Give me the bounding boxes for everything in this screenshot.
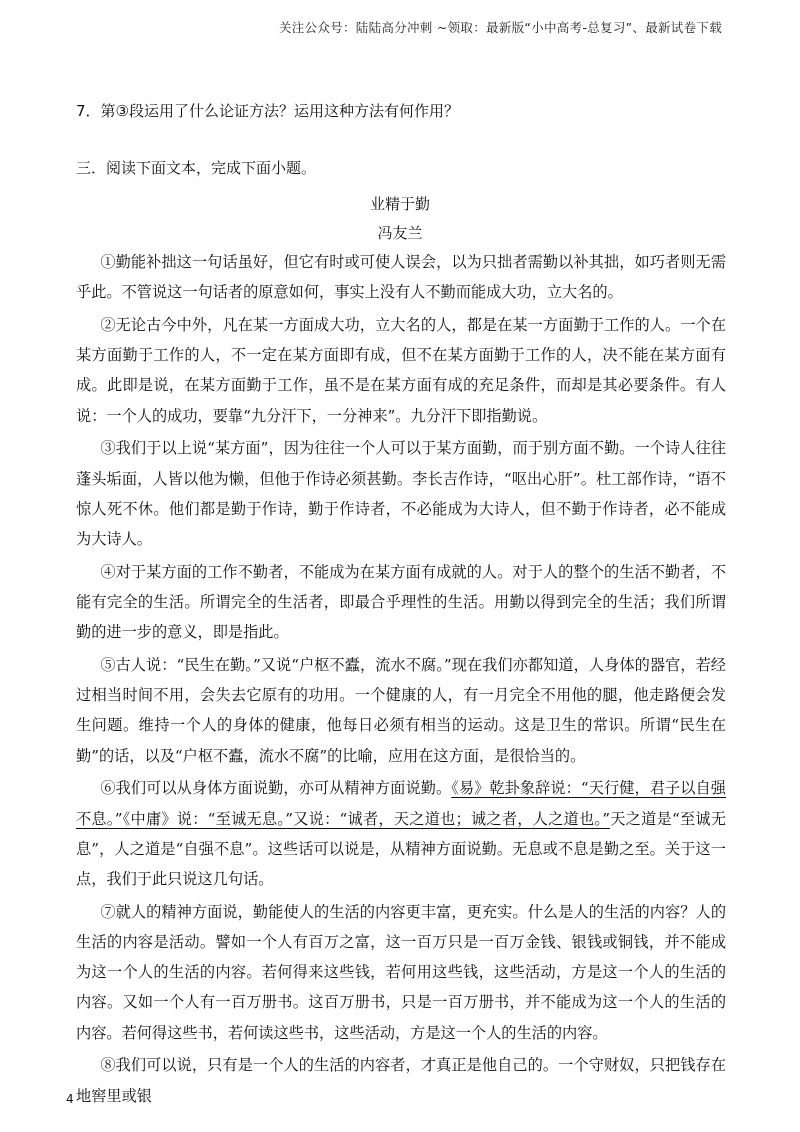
paragraph-6-intro: ⑥我们可以从身体方面说勤，亦可从精神方面说勤。 xyxy=(100,779,452,798)
article-title: 业精于勤 xyxy=(369,195,430,213)
paragraph-1: ①勤能补拙这一句话虽好，但它有时或可使人误会，以为只拙者需勤以补其拙，如巧者则无需乎此。不管说这一句话者的原意如何，事实上没有人不勤而能成大功，立大名的。 xyxy=(76,253,726,302)
page-number: 4 xyxy=(66,1092,74,1106)
paragraph-4: ④对于某方面的工作不勤者，不能成为在某方面有成就的人。对于人的整个的生活不勤者，不能有完全的生活。所谓完全的生活者，即最合乎理性的生活。用勤以得到完全的生活；我们所谓勤的进一步的意义，即是指此。 xyxy=(76,562,726,642)
paragraph-8: ⑧我们可以说，只有是一个人的生活的内容者，才真正是他自己的。一个守财奴，只把钱存在地窖里或银 xyxy=(76,1056,726,1105)
paragraph-7: ⑦就人的精神方面说，勤能使人的生活的内容更丰富，更充实。什么是人的生活的内容？人的生活的内容是活动。譬如一个人有百万之富，这一百万只是一百万金钱、银钱或铜钱，并不能成为这一个人的生活的内容。若何得来这些钱，若何用这些钱，这些活动，方是这一个人的生活的内容。又如一个人有一百万册书。这百万册书，只是一百万册书，并不能成为这一个人的生活的内容。若何得这些书，若何读这些书，这些活动，方是这一个人的生活的内容。 xyxy=(76,902,726,1042)
underlined-quote: 《易》乾卦象辞说：“天行健，君子以自强不息。”《中庸》说：“至诚无息。”又说：“诚者，天之道也；诚之者，人之道也。” xyxy=(76,779,726,828)
paragraph-3: ③我们于以上说“某方面”，因为往往一个人可以于某方面勤，而于别方面不勤。一个诗人往往蓬头垢面，人皆以他为懒，但他于作诗必须甚勤。李长吉作诗，“呕出心肝”。杜工部作诗，“语不惊人死不休。他们都是勤于作诗，勤于作诗者，不必能成为大诗人，但不勤于作诗者，必不能成为大诗人。 xyxy=(76,439,726,549)
section-heading: 三．阅读下面文本，完成下面小题。 xyxy=(76,159,317,177)
paragraph-5: ⑤古人说：“民生在勤。”又说“户枢不蠹，流水不腐。”现在我们亦都知道，人身体的器官，若经过相当时间不用，会失去它原有的功用。一个健康的人，有一月完全不用他的腿，他走路便会发生问题。维持一个人的身体的健康，他每日必须有相当的运动。这是卫生的常识。所谓“民生在勤”的话，以及“户枢不蠹，流水不腐”的比喻，应用在这方面，是很恰当的。 xyxy=(76,656,726,765)
article-author: 冯友兰 xyxy=(377,224,423,242)
paragraph-2: ②无论古今中外，凡在某一方面成大功，立大名的人，都是在某一方面勤于工作的人。一个在某方面勤于工作的人，不一定在某方面即有成，但不在某方面勤于工作的人，决不能在某方面有成。此即是说，在某方面勤于工作，虽不是在某方面有成的充足条件，而却是其必要条件。有人说：一个人的成功，要靠“九分汗下，一分神来”。九分汗下即指勤说。 xyxy=(76,316,726,425)
paragraph-6-rest: 天之道是“至诚无息”，人之道是“自强不息”。这些话可以说是，从精神方面说勤。无息或不息是勤之至。关于这一点，我们于此只说这几句话。 xyxy=(76,809,727,889)
article-body xyxy=(76,247,726,1113)
question-7: 7．第③段运用了什么论证方法？运用这种方法有何作用？ xyxy=(76,102,459,120)
page-header: 关注公众号：陆陆高分冲刺 ~领取：最新版“小中高考-总复习”、最新试卷下载 xyxy=(278,20,722,35)
paragraph-6 xyxy=(76,773,726,894)
